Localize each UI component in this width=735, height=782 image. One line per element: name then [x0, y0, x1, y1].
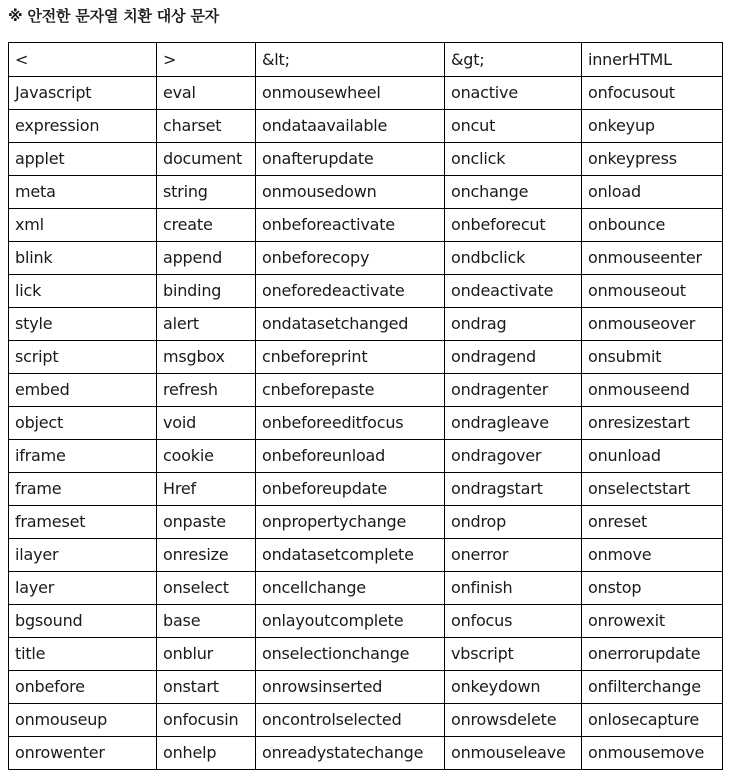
table-cell: oneforedeactivate — [256, 275, 445, 308]
table-row — [9, 704, 723, 737]
table-cell: onhelp — [157, 737, 256, 770]
table-cell: onbeforecut — [445, 209, 582, 242]
table-cell: onfocusin — [157, 704, 256, 737]
table-cell: msgbox — [157, 341, 256, 374]
table-cell: onselect — [157, 572, 256, 605]
table-cell: onbeforecopy — [256, 242, 445, 275]
table-cell: onkeypress — [582, 143, 723, 176]
table-cell: ondrag — [445, 308, 582, 341]
table-cell: onresize — [157, 539, 256, 572]
table-cell: onkeyup — [582, 110, 723, 143]
table-cell: script — [9, 341, 157, 374]
table-row — [9, 506, 723, 539]
table-cell: vbscript — [445, 638, 582, 671]
table-row — [9, 638, 723, 671]
table-row — [9, 242, 723, 275]
table-cell: onsubmit — [582, 341, 723, 374]
table-cell: &lt; — [256, 43, 445, 77]
table-cell: onmousedown — [256, 176, 445, 209]
table-cell: < — [9, 43, 157, 77]
table-cell: onrowsinserted — [256, 671, 445, 704]
table-cell: onblur — [157, 638, 256, 671]
table-cell: create — [157, 209, 256, 242]
table-cell: onmouseover — [582, 308, 723, 341]
table-cell: onmousemove — [582, 737, 723, 770]
table-cell: meta — [9, 176, 157, 209]
table-cell: onfilterchange — [582, 671, 723, 704]
table-cell: title — [9, 638, 157, 671]
table-row — [9, 737, 723, 770]
table-cell: onload — [582, 176, 723, 209]
table-row — [9, 605, 723, 638]
table-cell: append — [157, 242, 256, 275]
table-cell: onactive — [445, 77, 582, 110]
table-cell: onbeforeactivate — [256, 209, 445, 242]
table-cell: onpropertychange — [256, 506, 445, 539]
table-cell: iframe — [9, 440, 157, 473]
table-cell: onchange — [445, 176, 582, 209]
table-cell: string — [157, 176, 256, 209]
table-row — [9, 440, 723, 473]
table-cell: ondragenter — [445, 374, 582, 407]
table-cell: eval — [157, 77, 256, 110]
table-cell: xml — [9, 209, 157, 242]
page-title: ※ 안전한 문자열 치환 대상 문자 — [8, 7, 219, 25]
table-row — [9, 43, 723, 77]
table-cell: base — [157, 605, 256, 638]
table-cell: cookie — [157, 440, 256, 473]
table-cell: onrowexit — [582, 605, 723, 638]
table-cell: bgsound — [9, 605, 157, 638]
table-row — [9, 374, 723, 407]
table-cell: ondatasetcomplete — [256, 539, 445, 572]
table-cell: onmove — [582, 539, 723, 572]
table-cell: onerrorupdate — [582, 638, 723, 671]
table-cell: onmouseend — [582, 374, 723, 407]
table-row — [9, 176, 723, 209]
table-row — [9, 473, 723, 506]
table-cell: onmousewheel — [256, 77, 445, 110]
replacement-characters-table — [8, 42, 723, 770]
table-cell: oncontrolselected — [256, 704, 445, 737]
table-cell: blink — [9, 242, 157, 275]
table-cell: charset — [157, 110, 256, 143]
table-cell: ondragleave — [445, 407, 582, 440]
table-cell: onselectionchange — [256, 638, 445, 671]
table-cell: onlosecapture — [582, 704, 723, 737]
table-cell: ondragstart — [445, 473, 582, 506]
table-cell: ondragend — [445, 341, 582, 374]
table-cell: onresizestart — [582, 407, 723, 440]
table-cell: onkeydown — [445, 671, 582, 704]
table-cell: expression — [9, 110, 157, 143]
table-cell: onbeforeupdate — [256, 473, 445, 506]
table-cell: onrowsdelete — [445, 704, 582, 737]
table-cell: Javascript — [9, 77, 157, 110]
table-cell: onlayoutcomplete — [256, 605, 445, 638]
table-cell: onclick — [445, 143, 582, 176]
table-cell: ondrop — [445, 506, 582, 539]
table-cell: frame — [9, 473, 157, 506]
table-cell: onbeforeunload — [256, 440, 445, 473]
table-cell: onreadystatechange — [256, 737, 445, 770]
table-cell: ondragover — [445, 440, 582, 473]
table-cell: onmouseleave — [445, 737, 582, 770]
table-cell: ondatasetchanged — [256, 308, 445, 341]
table-cell: onstart — [157, 671, 256, 704]
table-cell: onbounce — [582, 209, 723, 242]
table-cell: oncut — [445, 110, 582, 143]
table-cell: ondeactivate — [445, 275, 582, 308]
table-cell: cnbeforepaste — [256, 374, 445, 407]
table-cell: onerror — [445, 539, 582, 572]
table-cell: applet — [9, 143, 157, 176]
table-cell: onreset — [582, 506, 723, 539]
table-cell: oncellchange — [256, 572, 445, 605]
table-cell: binding — [157, 275, 256, 308]
table-row — [9, 671, 723, 704]
table-cell: > — [157, 43, 256, 77]
table-cell: onpaste — [157, 506, 256, 539]
table-cell: embed — [9, 374, 157, 407]
table-cell: onfinish — [445, 572, 582, 605]
table-row — [9, 308, 723, 341]
table-cell: void — [157, 407, 256, 440]
table-cell: ondataavailable — [256, 110, 445, 143]
table-cell: lick — [9, 275, 157, 308]
table-cell: onbefore — [9, 671, 157, 704]
table-cell: ilayer — [9, 539, 157, 572]
table-cell: onstop — [582, 572, 723, 605]
table-cell: onmouseout — [582, 275, 723, 308]
table-cell: style — [9, 308, 157, 341]
table-cell: frameset — [9, 506, 157, 539]
table-cell: document — [157, 143, 256, 176]
table-row — [9, 572, 723, 605]
table-cell: innerHTML — [582, 43, 723, 77]
table-cell: onmouseenter — [582, 242, 723, 275]
table-cell: Href — [157, 473, 256, 506]
table-row — [9, 110, 723, 143]
table-cell: onafterupdate — [256, 143, 445, 176]
table-row — [9, 407, 723, 440]
table-cell: &gt; — [445, 43, 582, 77]
table-cell: refresh — [157, 374, 256, 407]
table-cell: ondbclick — [445, 242, 582, 275]
table-cell: cnbeforeprint — [256, 341, 445, 374]
table-cell: onmouseup — [9, 704, 157, 737]
table-row — [9, 77, 723, 110]
table-row — [9, 275, 723, 308]
table-row — [9, 539, 723, 572]
table-cell: onbeforeeditfocus — [256, 407, 445, 440]
table-row — [9, 341, 723, 374]
table-row — [9, 209, 723, 242]
table-cell: onfocusout — [582, 77, 723, 110]
table-cell: onrowenter — [9, 737, 157, 770]
table-cell: layer — [9, 572, 157, 605]
table-row — [9, 143, 723, 176]
table-cell: alert — [157, 308, 256, 341]
table-cell: object — [9, 407, 157, 440]
table-body — [9, 43, 723, 770]
table-cell: onfocus — [445, 605, 582, 638]
table-cell: onunload — [582, 440, 723, 473]
table-cell: onselectstart — [582, 473, 723, 506]
